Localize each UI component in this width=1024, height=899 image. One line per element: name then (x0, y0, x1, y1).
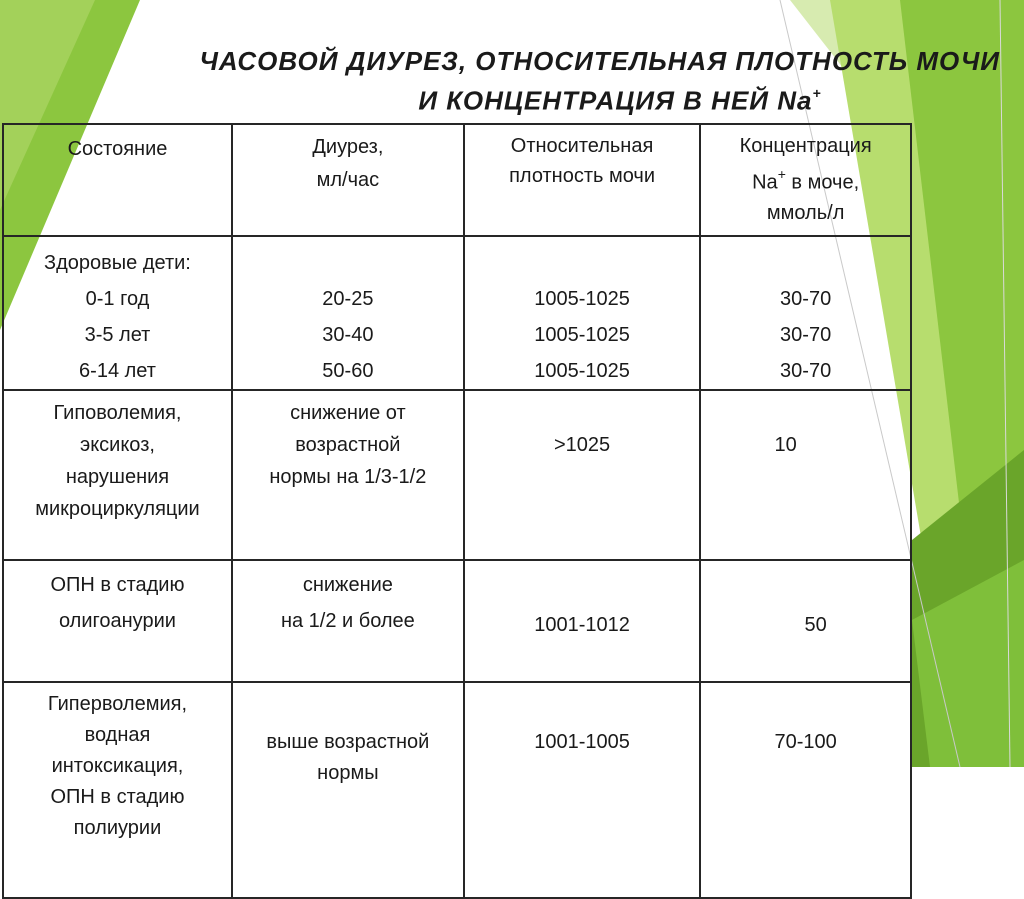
table-row (3, 236, 911, 390)
cell-hypo-na: 10 (700, 390, 911, 560)
header-density: Относительная плотность мочи (464, 124, 700, 236)
cell-hyper-na: 70-100 (700, 682, 911, 898)
cell-hyper-label: Гиперволемия, водная интоксикация, ОПН в стадию полиурии (3, 682, 232, 898)
title-line-1: ЧАСОВОЙ ДИУРЕЗ, ОТНОСИТЕЛЬНАЯ ПЛОТНОСТЬ МОЧИ (199, 46, 1000, 76)
cell-opn-na: 50 (700, 560, 911, 682)
title-line-2: И КОНЦЕНТРАЦИЯ В НЕЙ Na+ (418, 85, 822, 116)
table-row (3, 390, 911, 560)
cell-opn-density: 1001-1012 (464, 560, 700, 682)
cell-hypo-label: Гиповолемия, эксикоз, нарушения микроциркуляции (3, 390, 232, 560)
cell-opn-label: ОПН в стадию олигоанурии (3, 560, 232, 682)
table-row (3, 560, 911, 682)
diuresis-table (2, 123, 912, 899)
slide-title (190, 44, 1010, 118)
cell-hypo-diuresis: снижение от возрастной нормы на 1/3-1/2 (232, 390, 464, 560)
cell-healthy-na: 30-70 30-70 30-70 (700, 236, 911, 390)
cell-hyper-density: 1001-1005 (464, 682, 700, 898)
table-row (3, 682, 911, 898)
cell-healthy-diuresis: 20-25 30-40 50-60 (232, 236, 464, 390)
header-state: Состояние (3, 124, 232, 236)
header-na-concentration: Концентрация Na+ в моче, ммоль/л (700, 124, 911, 236)
cell-healthy-label: Здоровые дети: 0-1 год 3-5 лет 6-14 лет (3, 236, 232, 390)
cell-hypo-density: >1025 (464, 390, 700, 560)
table-header-row (3, 124, 911, 236)
cell-healthy-density: 1005-1025 1005-1025 1005-1025 (464, 236, 700, 390)
cell-opn-diuresis: снижение на 1/2 и более (232, 560, 464, 682)
header-diuresis: Диурез, мл/час (232, 124, 464, 236)
cell-hyper-diuresis: выше возрастной нормы (232, 682, 464, 898)
